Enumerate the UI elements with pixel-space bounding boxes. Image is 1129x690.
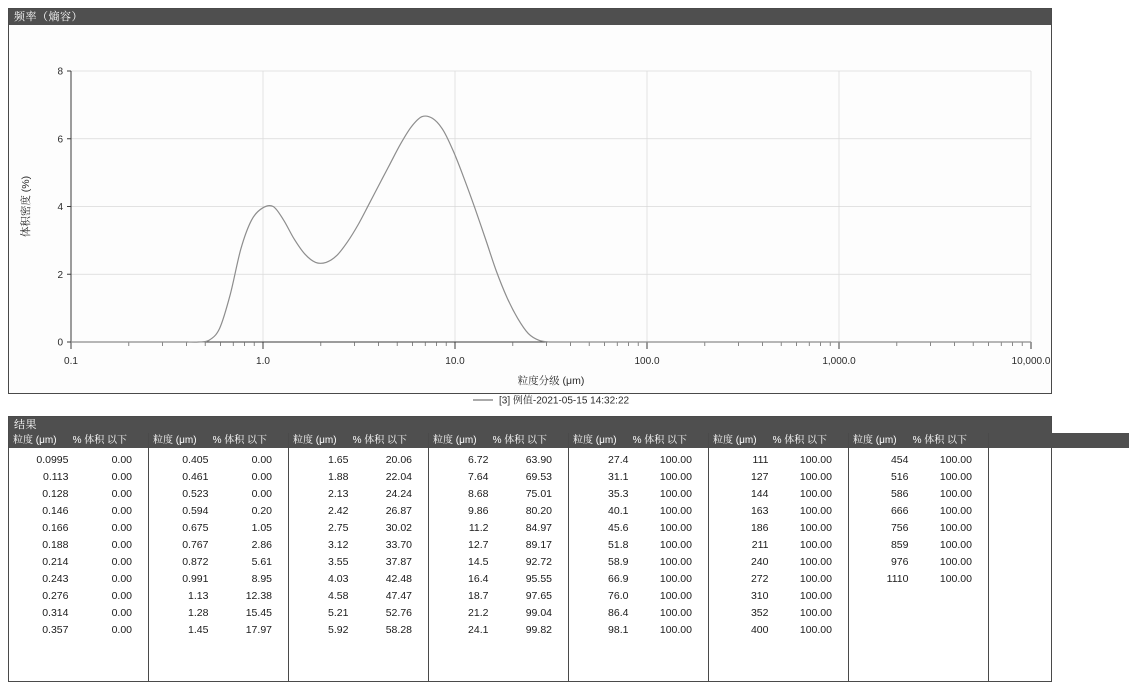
cell-size: 0.405 (182, 454, 209, 466)
result-group (849, 433, 989, 681)
cell-percent: 97.65 (525, 590, 552, 602)
cell-percent: 100.00 (799, 522, 832, 534)
cell-percent: 0.00 (111, 454, 132, 466)
table-row (289, 605, 428, 622)
cell-percent: 0.00 (111, 488, 132, 500)
table-row (709, 605, 848, 622)
cell-size: 1110 (886, 573, 909, 585)
table-row (569, 571, 708, 588)
cell-size: 0.188 (42, 539, 69, 551)
cell-percent: 100.00 (799, 573, 832, 585)
cell-percent: 100.00 (799, 607, 832, 619)
cell-size: 976 (890, 556, 909, 568)
cell-percent: 99.82 (525, 624, 552, 636)
cell-percent: 92.72 (525, 556, 552, 568)
cell-size: 16.4 (468, 573, 489, 585)
cell-percent: 100.00 (799, 539, 832, 551)
cell-size: 2.75 (328, 522, 349, 534)
x-tick-label: 1.0 (256, 356, 270, 367)
table-row (849, 520, 988, 537)
result-group-rows (849, 448, 988, 588)
cell-percent: 0.00 (251, 488, 272, 500)
cell-size: 586 (890, 488, 909, 500)
cell-percent: 100.00 (939, 454, 972, 466)
table-row (849, 486, 988, 503)
cell-size: 14.5 (468, 556, 489, 568)
table-row (429, 486, 568, 503)
table-row (569, 520, 708, 537)
cell-size: 186 (750, 522, 769, 534)
x-tick-label: 10.0 (445, 356, 465, 367)
column-header-percent: % 体积 以下 (72, 435, 128, 446)
cell-percent: 33.70 (385, 539, 412, 551)
cell-percent: 99.04 (525, 607, 552, 619)
column-header-size: 粒度 (μm) (153, 435, 197, 446)
table-row (429, 452, 568, 469)
table-row (149, 469, 288, 486)
table-row (289, 571, 428, 588)
table-row (149, 605, 288, 622)
cell-size: 11.2 (468, 522, 489, 534)
result-group-rows (149, 448, 288, 639)
table-row (429, 503, 568, 520)
cell-size: 5.21 (328, 607, 349, 619)
x-tick-label: 0.1 (64, 356, 78, 367)
cell-percent: 12.38 (245, 590, 272, 602)
cell-percent: 52.76 (385, 607, 412, 619)
cell-size: 666 (890, 505, 909, 517)
cell-percent: 100.00 (659, 573, 692, 585)
cell-percent: 5.61 (251, 556, 272, 568)
table-row (289, 469, 428, 486)
result-group-header (289, 433, 428, 448)
cell-percent: 100.00 (659, 556, 692, 568)
table-row (709, 588, 848, 605)
cell-percent: 100.00 (939, 471, 972, 483)
table-row (429, 605, 568, 622)
cell-size: 66.9 (608, 573, 629, 585)
chart-plot-area (9, 25, 1051, 407)
particle-size-distribution-chart (9, 25, 1051, 407)
table-row (849, 537, 988, 554)
table-row (569, 605, 708, 622)
cell-size: 0.243 (42, 573, 69, 585)
y-tick-label: 8 (57, 66, 63, 78)
cell-size: 0.991 (182, 573, 209, 585)
table-row (709, 486, 848, 503)
cell-size: 0.314 (42, 607, 69, 619)
cell-percent: 100.00 (659, 607, 692, 619)
table-row (429, 622, 568, 639)
x-axis-title: 粒度分级 (μm) (517, 375, 585, 387)
frequency-chart-panel (8, 8, 1052, 407)
table-row (569, 452, 708, 469)
table-row (709, 503, 848, 520)
result-group (709, 433, 849, 681)
cell-size: 859 (890, 539, 909, 551)
cell-size: 400 (750, 624, 769, 636)
cell-size: 5.92 (328, 624, 349, 636)
cell-size: 7.64 (468, 471, 489, 483)
cell-percent: 100.00 (659, 454, 692, 466)
cell-percent: 0.00 (111, 556, 132, 568)
column-header-size: 粒度 (μm) (573, 435, 617, 446)
cell-percent: 0.00 (111, 471, 132, 483)
table-row (289, 452, 428, 469)
table-row (849, 452, 988, 469)
cell-percent: 100.00 (659, 590, 692, 602)
table-row (429, 469, 568, 486)
table-row (9, 486, 148, 503)
table-row (9, 520, 148, 537)
cell-percent: 58.28 (385, 624, 412, 636)
table-row (569, 503, 708, 520)
cell-size: 40.1 (608, 505, 629, 517)
cell-size: 0.276 (42, 590, 69, 602)
cell-percent: 100.00 (659, 471, 692, 483)
cell-size: 0.128 (42, 488, 69, 500)
column-header-percent: % 体积 以下 (772, 435, 828, 446)
result-group-rows (429, 448, 568, 639)
cell-percent: 0.00 (111, 607, 132, 619)
cell-percent: 100.00 (939, 505, 972, 517)
cell-size: 18.7 (468, 590, 489, 602)
cell-size: 127 (750, 471, 769, 483)
cell-size: 3.55 (328, 556, 349, 568)
table-row (849, 503, 988, 520)
cell-size: 0.357 (42, 624, 69, 636)
column-header-size: 粒度 (μm) (433, 435, 477, 446)
cell-size: 211 (751, 539, 769, 551)
cell-percent: 100.00 (939, 522, 972, 534)
table-row (429, 537, 568, 554)
cell-percent: 100.00 (799, 590, 832, 602)
cell-size: 9.86 (468, 505, 489, 517)
table-row (149, 503, 288, 520)
cell-size: 756 (890, 522, 909, 534)
result-group-rows (709, 448, 848, 639)
cell-size: 4.58 (328, 590, 349, 602)
cell-percent: 100.00 (659, 539, 692, 551)
table-row (569, 469, 708, 486)
table-row (429, 588, 568, 605)
table-row (149, 520, 288, 537)
result-group-header (149, 433, 288, 448)
column-header-size: 粒度 (μm) (293, 435, 337, 446)
y-tick-label: 4 (57, 202, 63, 213)
cell-size: 45.6 (608, 522, 629, 534)
cell-size: 0.166 (42, 522, 69, 534)
cell-percent: 17.97 (245, 624, 272, 636)
cell-percent: 63.90 (525, 454, 552, 466)
table-row (849, 469, 988, 486)
cell-percent: 47.47 (385, 590, 412, 602)
table-row (709, 520, 848, 537)
table-row (149, 537, 288, 554)
table-row (9, 469, 148, 486)
cell-percent: 100.00 (659, 624, 692, 636)
cell-percent: 100.00 (659, 522, 692, 534)
table-row (709, 622, 848, 639)
cell-size: 0.594 (182, 505, 209, 517)
cell-percent: 0.20 (251, 505, 272, 517)
table-row (9, 622, 148, 639)
table-row (9, 605, 148, 622)
cell-size: 1.45 (188, 624, 209, 636)
cell-size: 21.2 (468, 607, 489, 619)
y-tick-label: 0 (57, 337, 63, 349)
table-row (289, 503, 428, 520)
cell-size: 111 (752, 454, 769, 466)
cell-percent: 2.86 (251, 539, 272, 551)
cell-percent: 22.04 (385, 471, 412, 483)
cell-percent: 0.00 (111, 624, 132, 636)
cell-size: 240 (750, 556, 769, 568)
result-group-rows (989, 448, 1129, 452)
cell-size: 4.03 (328, 573, 349, 585)
cell-percent: 95.55 (525, 573, 552, 585)
table-row (429, 554, 568, 571)
table-row (149, 588, 288, 605)
cell-size: 1.13 (188, 590, 209, 602)
cell-size: 1.88 (328, 471, 349, 483)
cell-percent: 69.53 (525, 471, 552, 483)
table-row (289, 537, 428, 554)
table-row (9, 537, 148, 554)
cell-percent: 100.00 (659, 505, 692, 517)
table-row (149, 571, 288, 588)
cell-size: 3.12 (328, 539, 349, 551)
table-row (569, 588, 708, 605)
table-row (149, 554, 288, 571)
cell-percent: 100.00 (939, 556, 972, 568)
result-group-header (849, 433, 988, 448)
result-group (9, 433, 149, 681)
result-group-header (9, 433, 148, 448)
cell-size: 24.1 (468, 624, 489, 636)
table-row (709, 554, 848, 571)
cell-size: 76.0 (608, 590, 629, 602)
y-axis-title: 体积密度 (%) (20, 175, 32, 238)
cell-size: 454 (890, 454, 909, 466)
cell-percent: 20.06 (385, 454, 412, 466)
table-row (149, 622, 288, 639)
cell-size: 51.8 (608, 539, 629, 551)
table-row (849, 554, 988, 571)
table-row (149, 486, 288, 503)
table-row (569, 554, 708, 571)
x-tick-label: 1,000.0 (822, 356, 856, 367)
cell-size: 0.767 (182, 539, 209, 551)
column-header-percent: % 体积 以下 (632, 435, 688, 446)
cell-size: 8.68 (468, 488, 489, 500)
result-group (989, 433, 1129, 681)
cell-size: 0.872 (182, 556, 209, 568)
table-row (289, 622, 428, 639)
table-row (9, 503, 148, 520)
cell-size: 27.4 (608, 454, 629, 466)
table-row (569, 622, 708, 639)
table-row (149, 452, 288, 469)
cell-size: 0.113 (42, 471, 69, 483)
result-group-header (569, 433, 708, 448)
cell-size: 0.146 (42, 505, 69, 517)
result-group-header (709, 433, 848, 448)
cell-percent: 8.95 (251, 573, 272, 585)
cell-percent: 0.00 (111, 590, 132, 602)
chart-panel-title: 频率（熵容） (9, 9, 1051, 25)
cell-percent: 100.00 (799, 488, 832, 500)
cell-percent: 100.00 (659, 488, 692, 500)
cell-size: 0.0995 (36, 454, 69, 466)
cell-percent: 0.00 (111, 539, 132, 551)
x-tick-label: 10,000.0 (1011, 356, 1051, 367)
column-header-percent: % 体积 以下 (492, 435, 548, 446)
result-group (149, 433, 289, 681)
result-group (569, 433, 709, 681)
table-row (709, 571, 848, 588)
cell-size: 0.214 (42, 556, 69, 568)
column-header-percent: % 体积 以下 (352, 435, 408, 446)
results-panel-title: 结果 (9, 417, 1051, 433)
table-row (849, 571, 988, 588)
cell-percent: 42.48 (385, 573, 412, 585)
result-group-header (429, 433, 568, 448)
cell-percent: 30.02 (385, 522, 412, 534)
table-row (709, 469, 848, 486)
result-group-header (989, 433, 1129, 448)
cell-percent: 1.05 (251, 522, 272, 534)
table-row (709, 537, 848, 554)
cell-percent: 100.00 (939, 488, 972, 500)
table-row (9, 571, 148, 588)
cell-percent: 100.00 (799, 454, 832, 466)
cell-percent: 15.45 (245, 607, 272, 619)
cell-size: 2.13 (328, 488, 349, 500)
table-row (569, 486, 708, 503)
table-row (289, 486, 428, 503)
results-table-panel (8, 416, 1052, 682)
cell-size: 31.1 (608, 471, 629, 483)
cell-size: 0.461 (182, 471, 209, 483)
cell-size: 6.72 (468, 454, 489, 466)
cell-percent: 37.87 (385, 556, 412, 568)
table-row (9, 554, 148, 571)
table-row (709, 452, 848, 469)
column-header-percent: % 体积 以下 (912, 435, 968, 446)
column-header-size: 粒度 (μm) (713, 435, 757, 446)
x-tick-label: 100.0 (634, 356, 660, 367)
cell-percent: 100.00 (799, 505, 832, 517)
results-table (9, 433, 1051, 681)
cell-size: 2.42 (328, 505, 349, 517)
cell-size: 163 (750, 505, 769, 517)
table-row (429, 571, 568, 588)
cell-size: 35.3 (608, 488, 629, 500)
series-curve (188, 116, 550, 342)
cell-size: 86.4 (608, 607, 629, 619)
cell-percent: 100.00 (799, 556, 832, 568)
result-group (289, 433, 429, 681)
cell-percent: 75.01 (525, 488, 552, 500)
table-row (429, 520, 568, 537)
cell-size: 272 (750, 573, 769, 585)
cell-size: 1.28 (188, 607, 209, 619)
cell-percent: 89.17 (525, 539, 552, 551)
table-row (9, 452, 148, 469)
cell-percent: 100.00 (939, 539, 972, 551)
cell-size: 0.675 (182, 522, 209, 534)
cell-size: 310 (750, 590, 769, 602)
table-row (289, 588, 428, 605)
cell-percent: 100.00 (799, 624, 832, 636)
table-row (569, 537, 708, 554)
y-tick-label: 6 (57, 134, 63, 146)
cell-size: 58.9 (608, 556, 629, 568)
cell-percent: 100.00 (939, 573, 972, 585)
column-header-size: 粒度 (μm) (853, 435, 897, 446)
cell-percent: 0.00 (111, 505, 132, 517)
cell-size: 98.1 (608, 624, 629, 636)
legend-label: [3] 例值-2021-05-15 14:32:22 (499, 395, 630, 407)
cell-percent: 0.00 (111, 522, 132, 534)
cell-percent: 0.00 (251, 471, 272, 483)
cell-size: 0.523 (182, 488, 209, 500)
cell-percent: 24.24 (385, 488, 412, 500)
column-header-size: 粒度 (μm) (13, 435, 57, 446)
result-group (429, 433, 569, 681)
y-tick-label: 2 (57, 269, 63, 281)
cell-percent: 84.97 (525, 522, 552, 534)
table-row (289, 554, 428, 571)
result-group-rows (9, 448, 148, 639)
column-header-percent: % 体积 以下 (212, 435, 268, 446)
cell-size: 352 (750, 607, 769, 619)
table-row (289, 520, 428, 537)
cell-percent: 0.00 (251, 454, 272, 466)
cell-size: 144 (750, 488, 769, 500)
result-group-rows (569, 448, 708, 639)
table-row (9, 588, 148, 605)
cell-percent: 0.00 (111, 573, 132, 585)
result-group-rows (289, 448, 428, 639)
cell-size: 516 (890, 471, 909, 483)
cell-size: 1.65 (328, 454, 349, 466)
cell-percent: 80.20 (525, 505, 552, 517)
cell-percent: 100.00 (799, 471, 832, 483)
cell-percent: 26.87 (385, 505, 412, 517)
cell-size: 12.7 (468, 539, 489, 551)
